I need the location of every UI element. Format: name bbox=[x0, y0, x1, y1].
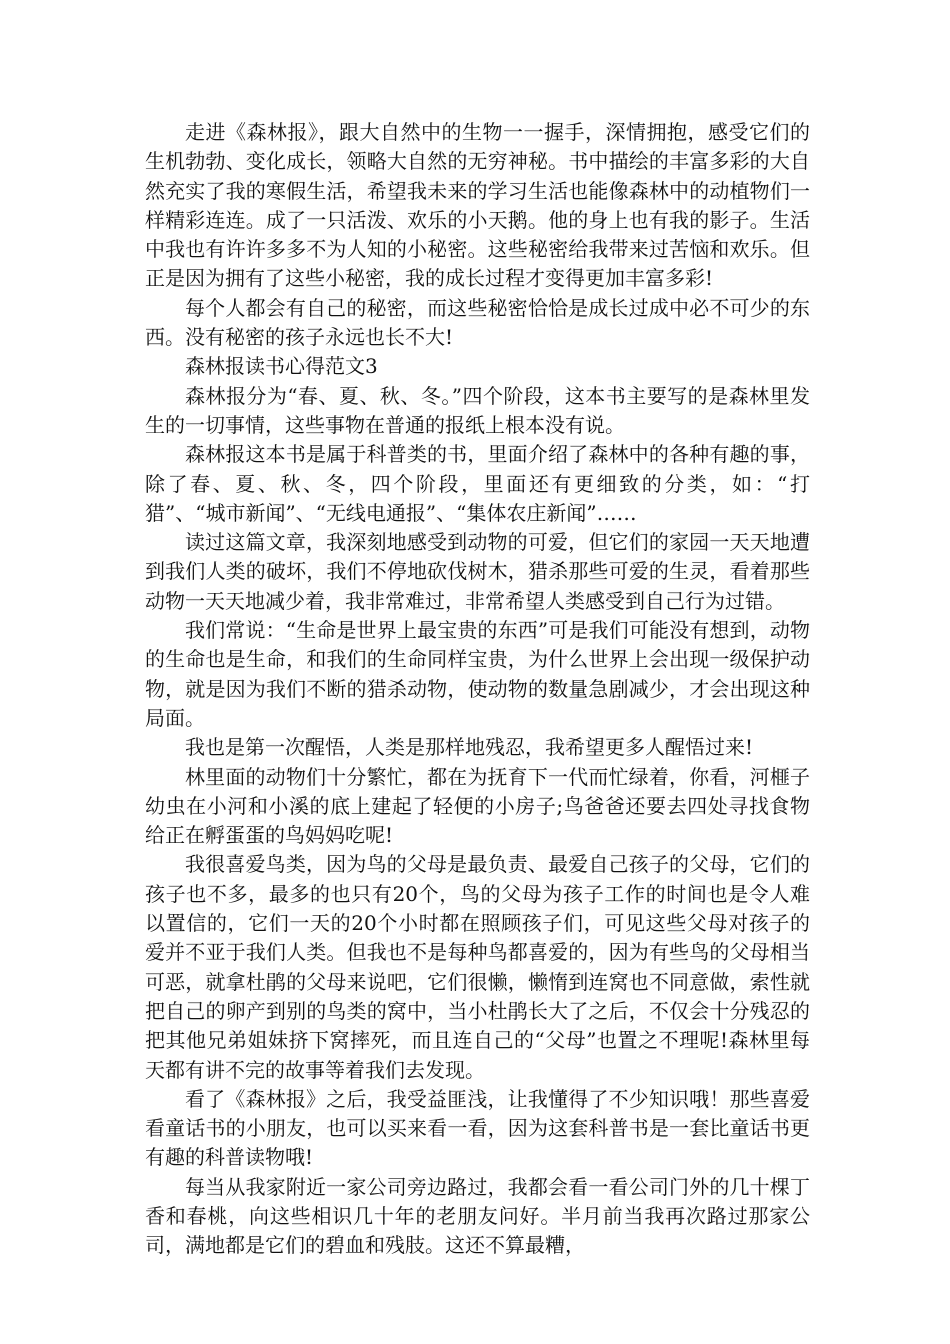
paragraph-11: 每当从我家附近一家公司旁边路过，我都会看一看公司门外的几十棵丁香和春桃，向这些相识几十年的老朋友问好。半月前当我再次路过那家公司，满地都是它们的碧血和残肢。这还不算最糟， bbox=[145, 1174, 810, 1258]
paragraph-5: 读过这篇文章，我深刻地感受到动物的可爱，但它们的家园一天天地遭到我们人类的破坏，我们不停地砍伐树木，猎杀那些可爱的生灵，看着那些动物一天天地减少着，我非常难过，非常希望人类感受到自己行为过错。 bbox=[145, 530, 810, 613]
paragraph-9: 我很喜爱鸟类，因为鸟的父母是最负责、最爱自己孩子的父母，它们的孩子也不多，最多的也只有20个，鸟的父母为孩子工作的时间也是令人难以置信的，它们一天的20个小时都在照顾孩子们，可见这些父母对孩子的爱并不亚于我们人类。但我也不是每种鸟都喜爱的，因为有些鸟的父母相当可恶，就拿杜鹃的父母来说吧，它们很懒，懒惰到连窝也不同意做，索性就把自己的卵产到别的鸟类的窝中，当小杜鹃长大了之后，不仅会十分残忍的把其他兄弟姐妹挤下窝摔死，而且连自己的“父母”也置之不理呢!森林里每天都有讲不完的故事等着我们去发现。 bbox=[145, 852, 810, 1082]
paragraph-10: 看了《森林报》之后，我受益匪浅，让我懂得了不少知识哦！那些喜爱看童话书的小朋友，也可以买来看一看，因为这套科普书是一套比童话书更有趣的科普读物哦! bbox=[145, 1086, 810, 1170]
document-body bbox=[145, 118, 810, 1261]
paragraph-4: 森林报这本书是属于科普类的书，里面介绍了森林中的各种有趣的事，除了春、夏、秋、冬，四个阶段，里面还有更细致的分类，如：“打猎”、“城市新闻”、“无线电通报”、“集体农庄新闻”…… bbox=[145, 442, 810, 525]
paragraph-2: 每个人都会有自己的秘密，而这些秘密恰恰是成长过成中必不可少的东西。没有秘密的孩子永远也长不大! bbox=[145, 295, 810, 350]
paragraph-8: 林里面的动物们十分繁忙，都在为抚育下一代而忙绿着，你看，河榧子幼虫在小河和小溪的底上建起了轻便的小房子;鸟爸爸还要去四处寻找食物给正在孵蛋蛋的鸟妈妈吃呢! bbox=[145, 764, 810, 848]
paragraph-6: 我们常说：“生命是世界上最宝贵的东西”可是我们可能没有想到，动物的生命也是生命，和我们的生命同样宝贵，为什么世界上会出现一级保护动物，就是因为我们不断的猎杀动物，使动物的数量急剧减少，才会出现这种局面。 bbox=[145, 618, 810, 730]
paragraph-3: 森林报分为“春、夏、秋、冬。”四个阶段，这本书主要写的是森林里发生的一切事情，这些事物在普通的报纸上根本没有说。 bbox=[145, 383, 810, 437]
paragraph-7: 我也是第一次醒悟，人类是那样地残忍，我希望更多人醒悟过来! bbox=[185, 735, 754, 760]
section-heading: 森林报读书心得范文3 bbox=[185, 354, 378, 379]
paragraph-1: 走进《森林报》，跟大自然中的生物一一握手，深情拥抱，感受它们的生机勃勃、变化成长，领略大自然的无穷神秘。书中描绘的丰富多彩的大自然充实了我的寒假生活，希望我未来的学习生活也能像森林中的动植物们一样精彩连连。成了一只活泼、欢乐的小天鹅。他的身上也有我的影子。生活中我也有许许多多不为人知的小秘密。这些秘密给我带来过苦恼和欢乐。但正是因为拥有了这些小秘密，我的成长过程才变得更加丰富多彩! bbox=[145, 120, 810, 291]
